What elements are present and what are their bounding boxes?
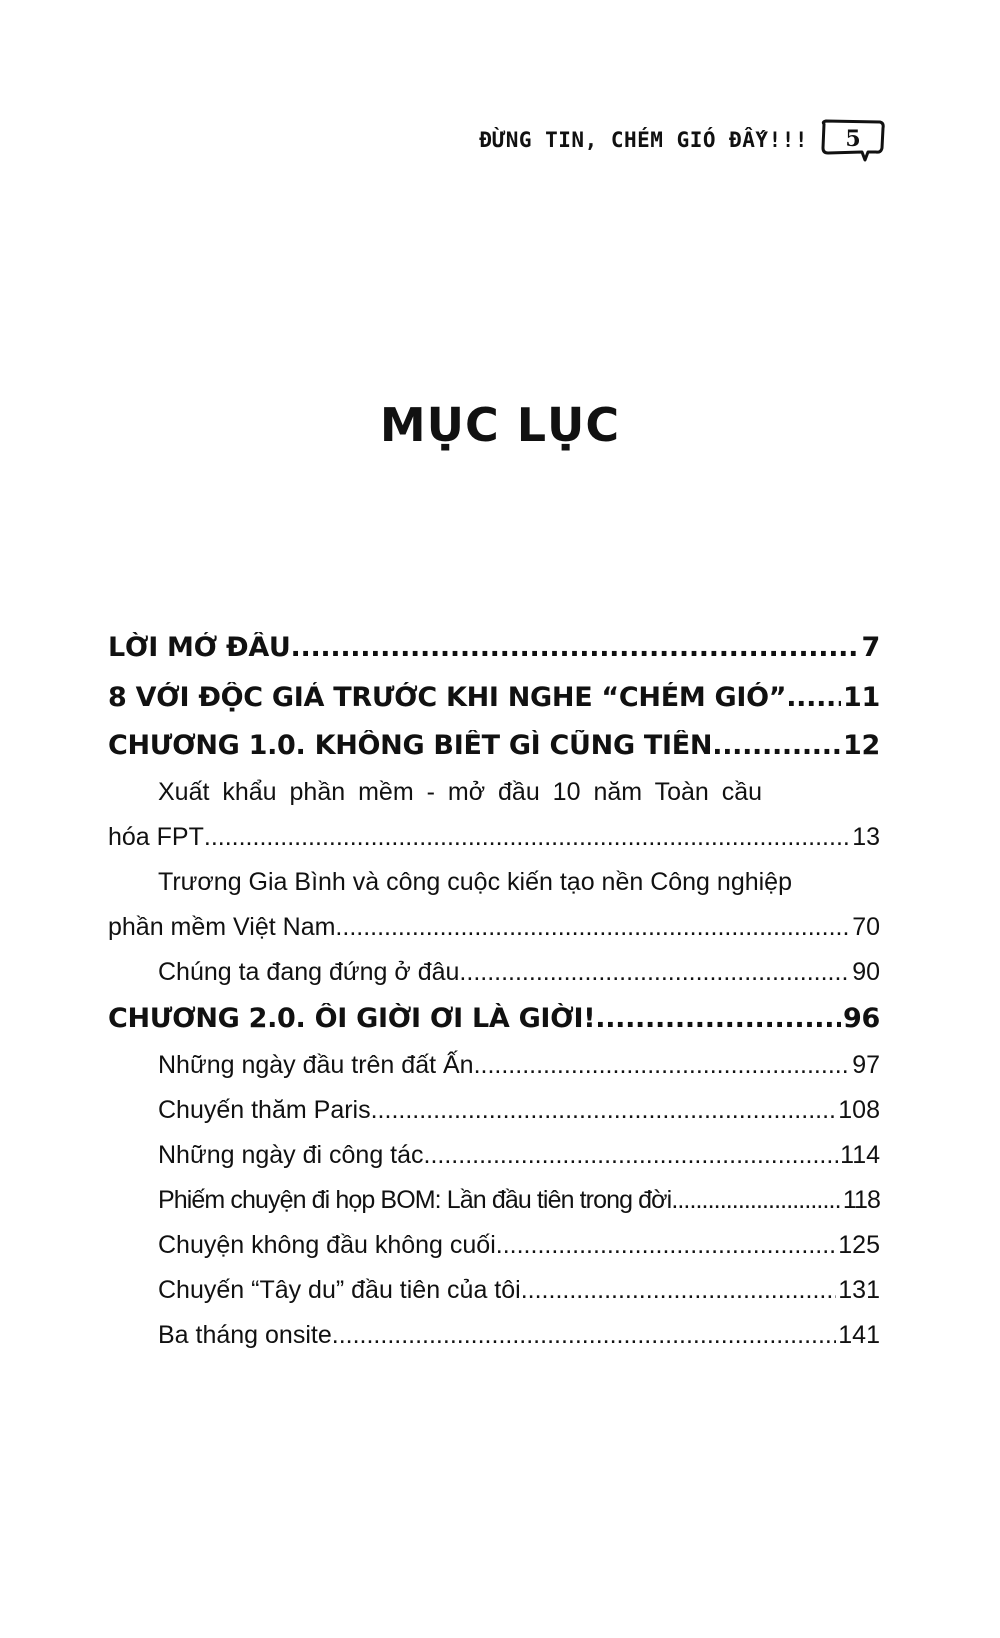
toc-entry-text: Ba tháng onsite (158, 1321, 332, 1349)
toc-section-where-we-stand[interactable] (108, 950, 880, 995)
toc-entry-page: 96 (843, 1003, 880, 1034)
toc-entry-page: 114 (840, 1141, 880, 1169)
toc-entry-page: 97 (852, 1051, 880, 1079)
running-header (479, 118, 888, 162)
toc-entry-page: 7 (861, 632, 880, 663)
toc-entry-text-line1: Xuất khẩu phần mềm - mở đầu 10 năm Toàn cầu (158, 778, 763, 806)
dot-leader (459, 950, 850, 995)
toc-chapter-2[interactable] (108, 1003, 880, 1043)
toc-entry-text: Chuyến “Tây du” đầu tiên của tôi (158, 1276, 521, 1304)
dot-leader (786, 682, 841, 713)
toc-entry-page: 90 (852, 958, 880, 986)
toc-section-bom-meeting[interactable] (108, 1178, 880, 1223)
toc-entry-text: CHƯƠNG 1.0. KHÔNG BIẾT GÌ CŨNG TIẾN (108, 730, 713, 761)
toc-section-onsite[interactable] (108, 1313, 880, 1358)
dot-leader (332, 1313, 837, 1358)
toc-entry-page: 11 (843, 682, 880, 713)
toc-entry-line2 (108, 815, 880, 860)
dot-leader (496, 1223, 837, 1268)
toc-entry-text: Những ngày đi công tác (158, 1141, 424, 1169)
toc-entry-text: Những ngày đầu trên đất Ấn (158, 1051, 474, 1079)
toc-entry-text: LỜI MỞ ĐẦU (108, 632, 291, 663)
toc-entry-text-line1: Trương Gia Bình và công cuộc kiến tạo nền Công nghiệp (158, 868, 792, 896)
dot-leader (371, 1088, 837, 1133)
toc-section-software-export[interactable] (108, 770, 880, 860)
toc-section-paris[interactable] (108, 1088, 880, 1133)
toc-section-truong-gia-binh[interactable] (108, 860, 880, 950)
dot-leader (291, 632, 860, 663)
toc-entry-text: Phiếm chuyện đi họp BOM: Lần đầu tiên trong đời (158, 1186, 672, 1214)
dot-leader (671, 1178, 841, 1223)
toc-section-business-trips[interactable] (108, 1133, 880, 1178)
toc-entry-text: Chuyện không đầu không cuối (158, 1231, 496, 1259)
page-number: 5 (845, 126, 861, 152)
toc-entry-readers-note[interactable] (108, 682, 880, 722)
dot-leader (424, 1133, 839, 1178)
dot-leader (521, 1268, 837, 1313)
dot-leader (335, 905, 850, 950)
toc-entry-page: 131 (838, 1276, 880, 1304)
toc-entry-text-line2: hóa FPT (108, 823, 204, 851)
toc-entry-page: 70 (852, 913, 880, 941)
dot-leader (474, 1043, 851, 1088)
toc-entry-page: 118 (842, 1186, 880, 1214)
toc-title: MỤC LỤC (379, 398, 621, 452)
toc-entry-page: 108 (838, 1096, 880, 1124)
toc-entry-text: Chuyến thăm Paris (158, 1096, 371, 1124)
toc-entry-preface[interactable] (108, 632, 880, 674)
dot-leader (595, 1003, 841, 1034)
toc-section-journey-west[interactable] (108, 1268, 880, 1313)
page-number-bubble (818, 118, 888, 162)
dot-leader (204, 815, 850, 860)
running-title: ĐỪNG TIN, CHÉM GIÓ ĐẤY!!! (479, 128, 808, 152)
toc-entry-page: 141 (838, 1321, 880, 1349)
toc-entry-text: CHƯƠNG 2.0. ỐI GIỜI ƠI LÀ GIỜI! (108, 1003, 596, 1034)
toc-section-india[interactable] (108, 1043, 880, 1088)
dot-leader (712, 730, 841, 761)
toc-entry-page: 13 (852, 823, 880, 851)
toc-section-endless-story[interactable] (108, 1223, 880, 1268)
toc-entry-text-line2: phần mềm Việt Nam (108, 913, 336, 941)
toc-entry-text: 8 VỚI ĐỘC GIẢ TRƯỚC KHI NGHE “CHÉM GIÓ” (108, 682, 787, 713)
toc-entry-page: 12 (843, 730, 880, 761)
toc-entry-line2 (108, 905, 880, 950)
toc-entry-text: Chúng ta đang đứng ở đâu (158, 958, 460, 986)
toc-entry-page: 125 (838, 1231, 880, 1259)
toc-chapter-1[interactable] (108, 730, 880, 770)
table-of-contents (108, 632, 880, 1358)
